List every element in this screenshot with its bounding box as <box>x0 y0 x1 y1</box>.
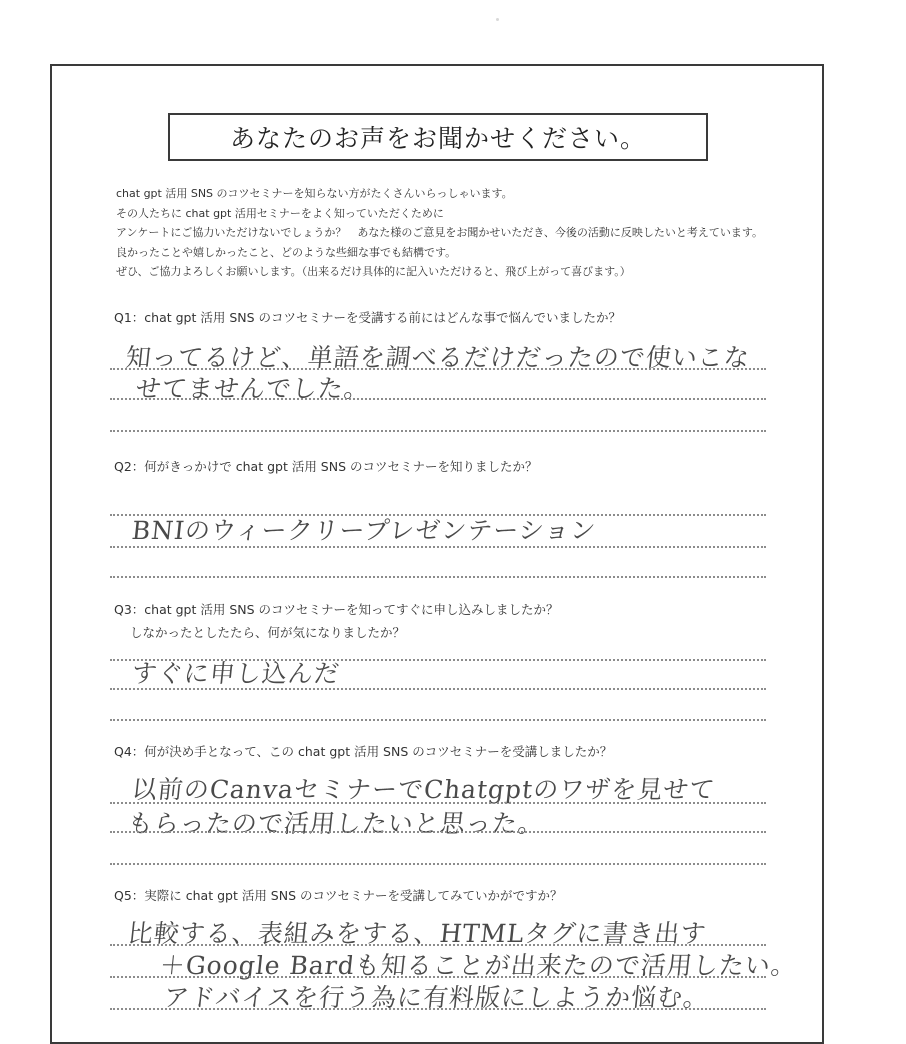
answer-line <box>110 430 766 432</box>
answer-line <box>110 398 766 400</box>
answer-q5-line3: アドバイスを行う為に有料版にしようか悩む。 <box>162 983 711 1012</box>
answer-line <box>110 719 766 721</box>
answer-q5-line1: 比較する、表組みをする、HTMLタグに書き出す <box>126 919 709 948</box>
answer-line <box>110 863 766 865</box>
intro-line: 良かったことや嬉しかったこと、どのような些細な事でも結構です。 <box>116 245 457 259</box>
answer-q2-line1: BNIのウィークリープレゼンテーション <box>130 516 598 545</box>
question-q5: Q5：実際に chat gpt 活用 SNS のコツセミナーを受講してみていかがですか？ <box>114 888 563 903</box>
intro-text <box>116 184 816 282</box>
question-q4: Q4：何が決め手となって、この chat gpt 活用 SNS のコツセミナーを受講しましたか？ <box>114 744 613 759</box>
intro-line: その人たちに chat gpt 活用セミナーをよく知っていただくために <box>116 206 444 220</box>
answer-line <box>110 831 766 833</box>
question-q3-text: Q3：chat gpt 活用 SNS のコツセミナーを知ってすぐに申し込みしましたか？ <box>114 602 559 617</box>
question-q3 <box>114 600 559 641</box>
question-q1: Q1：chat gpt 活用 SNS のコツセミナーを受講する前にはどんな事で悩んでいましたか？ <box>114 310 622 325</box>
intro-line: ぜひ、ご協力よろしくお願いします。（出来るだけ具体的に記入いただけると、飛び上がって喜びます。） <box>116 265 631 278</box>
answer-q3-line1: すぐに申し込んだ <box>130 659 342 688</box>
answer-q5-line2: ＋Google Bardも知ることが出来たので活用したい。 <box>158 951 799 980</box>
answer-line <box>110 576 766 578</box>
question-q3-subtext: しなかったとしたたら、何が気になりましたか？ <box>130 625 406 640</box>
answer-line <box>110 546 766 548</box>
question-q2: Q2：何がきっかけで chat gpt 活用 SNS のコツセミナーを知りましたか？ <box>114 459 538 474</box>
answer-line <box>110 688 766 690</box>
answer-q4-line1: 以前のCanvaセミナーでChatgptのワザを見せて <box>130 775 717 804</box>
answer-q1-line2: せてませんでした。 <box>134 374 372 403</box>
answer-q1-line1: 知ってるけど、単語を調べるだけだったので使いこな <box>124 343 752 372</box>
survey-sheet <box>50 64 824 1044</box>
answer-q4-line2: もらったので活用したいと思った。 <box>126 809 546 838</box>
intro-line: chat gpt 活用 SNS のコツセミナーを知らない方がたくさんいらっしゃいます。 <box>116 187 513 200</box>
form-title: あなたのお声をお聞かせください。 <box>168 113 708 161</box>
answer-line <box>110 1008 766 1010</box>
scan-speck <box>496 18 499 21</box>
intro-line: アンケートにご協力いただけないでしょうか？ あなた様のご意見をお聞かせいただき、今後の活動に反映したいと考えています。 <box>116 226 764 239</box>
